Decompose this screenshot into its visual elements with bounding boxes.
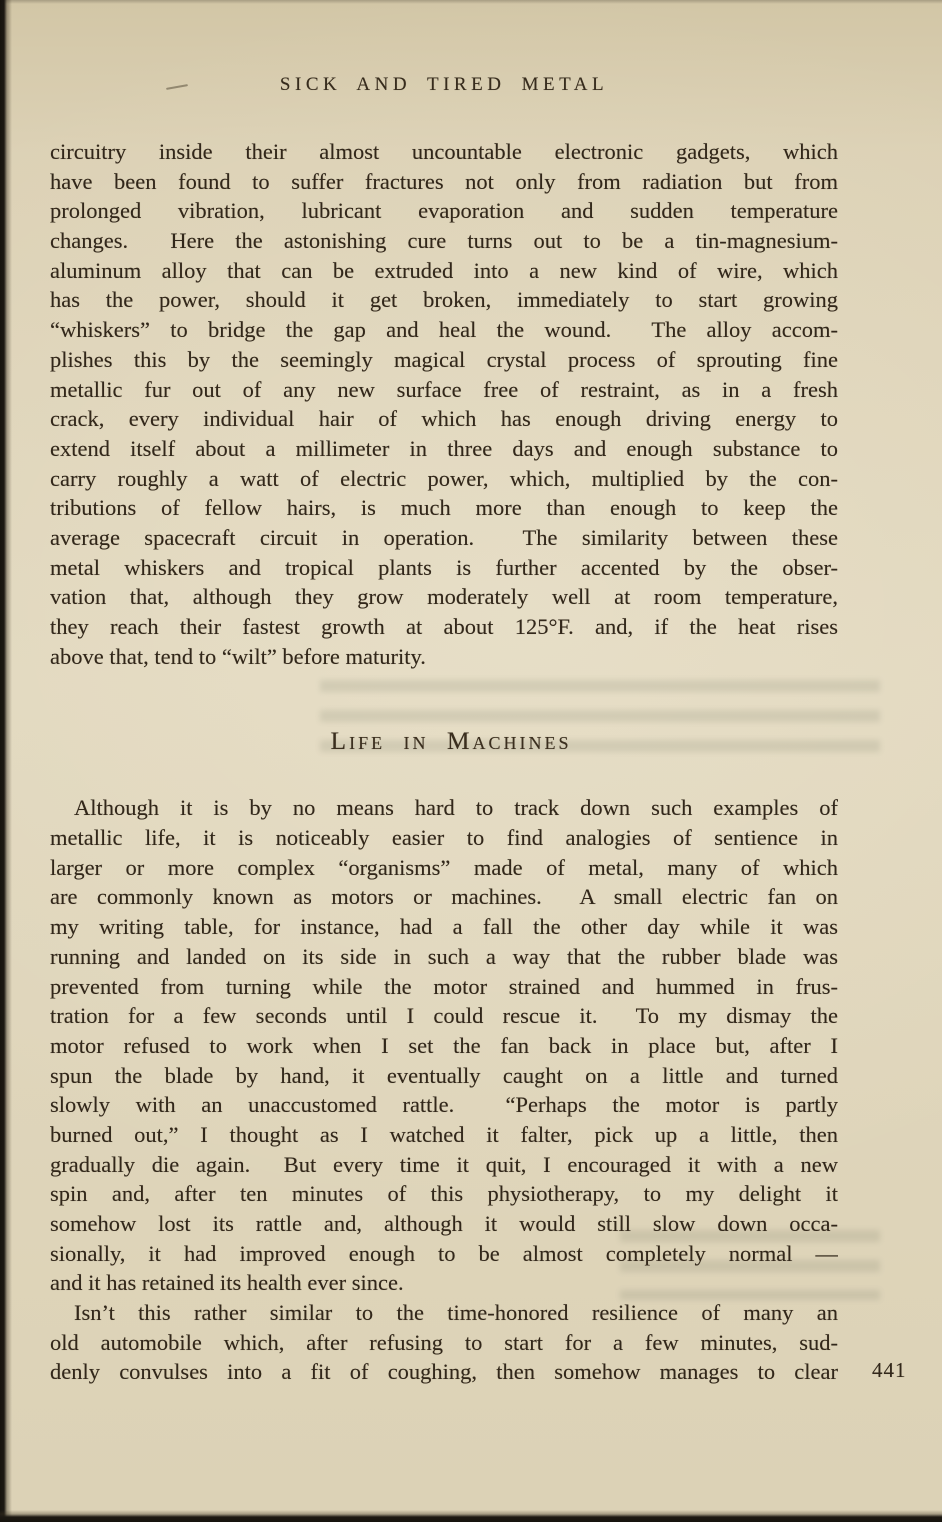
text-line: circuitry inside their almost uncountable electronic gadgets, which <box>50 139 838 164</box>
page-edge-shadow-bottom <box>0 1510 942 1522</box>
paragraph <box>50 793 838 1298</box>
text-line: prevented from turning while the motor strained and hummed in frus- <box>50 973 838 999</box>
text-line: slowly with an unaccustomed rattle. “Perhaps the motor is partly <box>50 1092 838 1118</box>
text-line: sionally, it had improved enough to be almost completely normal — <box>50 1240 838 1266</box>
text-line: crack, every individual hair of which has enough driving energy to <box>50 406 838 432</box>
page-edge-shadow-top <box>0 0 942 4</box>
text-line: Although it is by no means hard to track down such examples of <box>74 795 838 821</box>
body-text <box>50 137 838 1387</box>
text-line: has the power, should it get broken, immediately to start growing <box>50 287 838 313</box>
text-line: carry roughly a watt of electric power, which, multiplied by the con- <box>50 465 838 491</box>
text-line: plishes this by the seemingly magical crystal process of sprouting fine <box>50 346 838 372</box>
text-line: metallic fur out of any new surface free of restraint, as in a fresh <box>50 376 838 402</box>
text-line: are commonly known as motors or machines. A small electric fan on <box>50 884 838 910</box>
text-line: changes. Here the astonishing cure turns out to be a tin-magnesium- <box>50 228 838 254</box>
running-header: SICK AND TIRED METAL <box>279 74 609 95</box>
text-line: somehow lost its rattle and, although it would still slow down occa- <box>50 1211 838 1236</box>
text-line: Isn’t this rather similar to the time-honored resilience of many an <box>74 1300 838 1326</box>
text-line: metal whiskers and tropical plants is further accented by the obser- <box>50 554 838 580</box>
text-line: and it has retained its health ever since. <box>50 1270 404 1296</box>
text-line: metallic life, it is noticeably easier to find analogies of sentience in <box>50 825 838 851</box>
section-heading: Life in Machines <box>330 726 572 756</box>
text-line: prolonged vibration, lubricant evaporation and sudden temperature <box>50 198 838 224</box>
text-line: burned out,” I thought as I watched it falter, pick up a little, then <box>50 1121 838 1147</box>
text-line: old automobile which, after refusing to start for a few minutes, sud- <box>50 1329 838 1355</box>
text-line: larger or more complex “organisms” made of metal, many of which <box>50 854 838 880</box>
text-line: my writing table, for instance, had a fall the other day while it was <box>50 914 838 940</box>
text-line: extend itself about a millimeter in three days and enough substance to <box>50 435 838 461</box>
text-line: running and landed on its side in such a way that the rubber blade was <box>50 943 838 969</box>
text-line: tration for a few seconds until I could rescue it. To my dismay the <box>50 1003 838 1029</box>
text-line: average spacecraft circuit in operation. The similarity between these <box>50 524 838 550</box>
text-line: gradually die again. But every time it quit, I encouraged it with a new <box>50 1151 838 1177</box>
paragraph <box>50 1298 838 1387</box>
text-line: denly convulses into a fit of coughing, then somehow manages to clear <box>50 1359 838 1385</box>
text-line: they reach their fastest growth at about 125°F. and, if the heat rises <box>50 614 838 639</box>
text-line: vation that, although they grow moderately well at room temperature, <box>50 584 838 610</box>
paragraph <box>50 137 838 671</box>
text-line: spin and, after ten minutes of this physiotherapy, to my delight it <box>50 1181 838 1207</box>
text-line: aluminum alloy that can be extruded into a new kind of wire, which <box>50 257 838 283</box>
text-line: spun the blade by hand, it eventually caught on a little and turned <box>50 1062 838 1088</box>
text-line: have been found to suffer fractures not only from radiation but from <box>50 168 838 194</box>
text-line: above that, tend to “wilt” before maturity. <box>50 643 426 669</box>
page-number: 441 <box>872 1358 907 1382</box>
text-line: motor refused to work when I set the fan back in place but, after I <box>50 1032 838 1058</box>
page-edge-shadow-left <box>0 0 12 1522</box>
text-line: tributions of fellow hairs, is much more than enough to keep the <box>50 495 838 521</box>
text-line: “whiskers” to bridge the gap and heal the wound. The alloy accom- <box>50 317 838 343</box>
